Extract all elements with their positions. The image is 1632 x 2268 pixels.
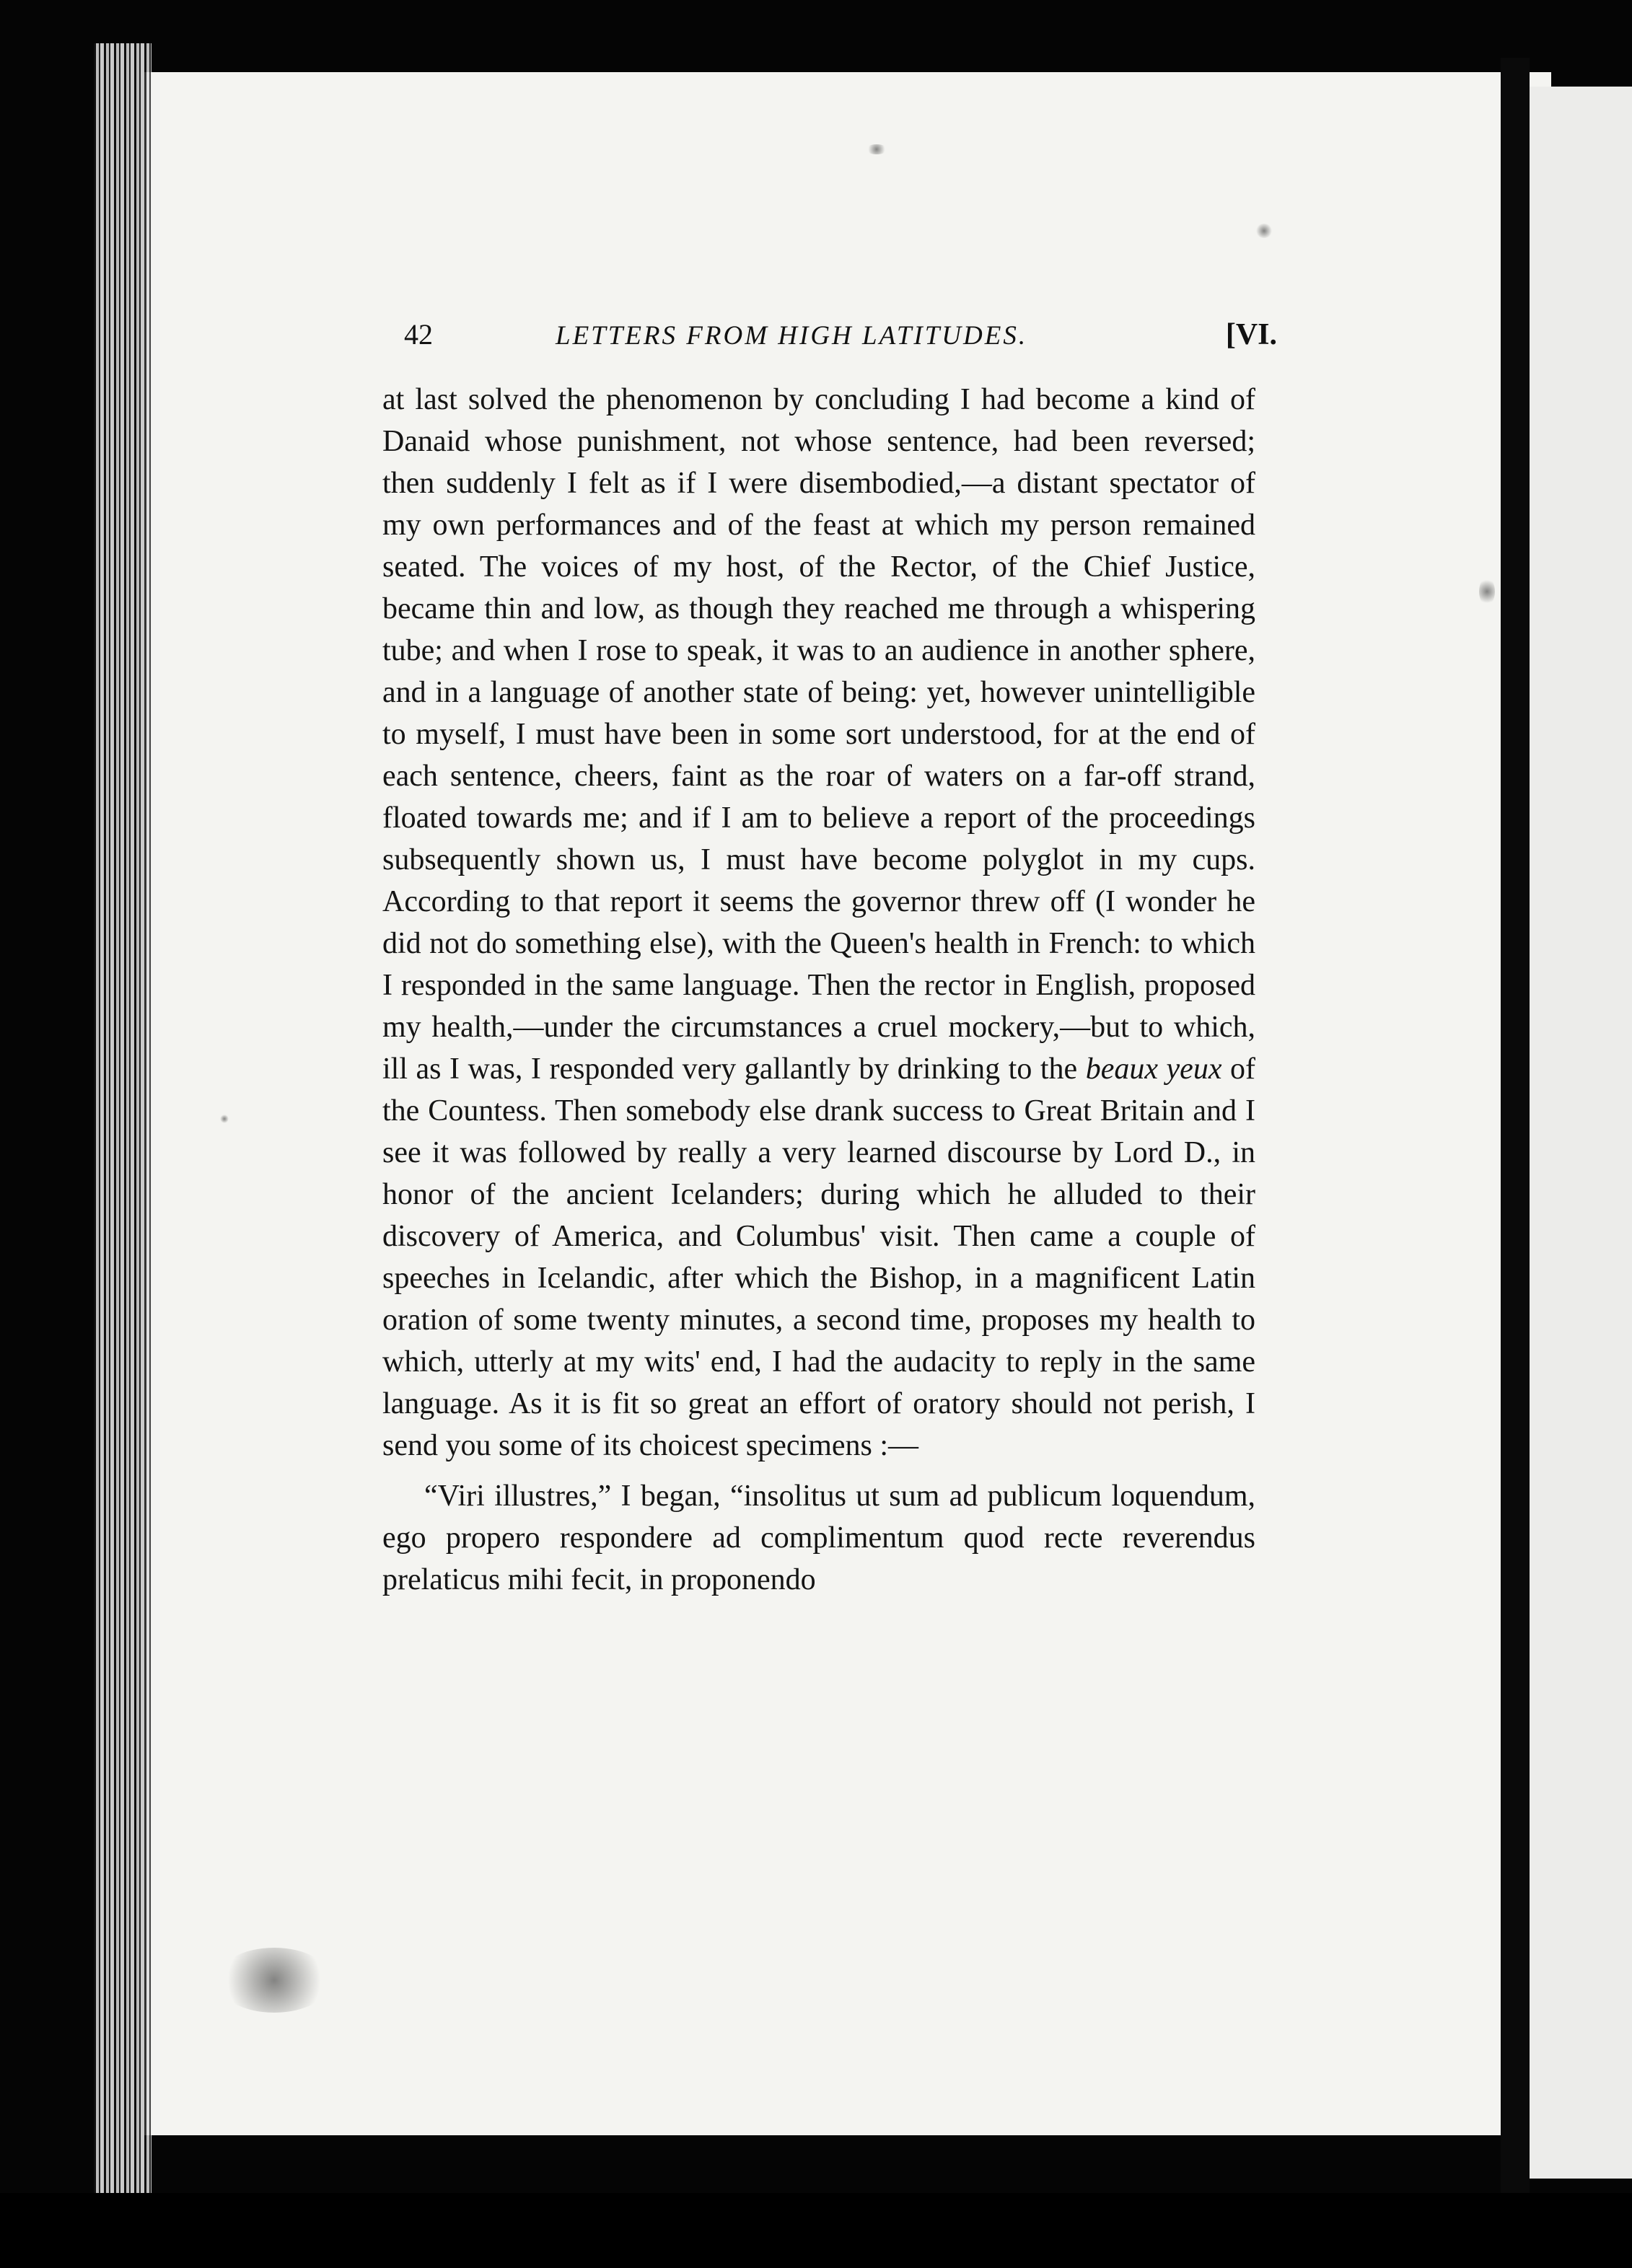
book-binding-gutter (94, 43, 152, 2207)
running-title: LETTERS FROM HIGH LATITUDES. (556, 321, 1028, 351)
ink-smudge (1255, 224, 1273, 238)
italic-phrase: beaux yeux (1085, 1052, 1222, 1086)
adjacent-page-strip (1530, 87, 1632, 2179)
body-text (382, 379, 1255, 1601)
paragraph (382, 379, 1255, 1467)
paragraph-text: “Viri illustres,” I began, “insolitus ut sum ad publicum loquendum, ego propero respondere ad complimentum quod recte reverendus prelaticus mihi fecit, in proponendo (382, 1480, 1255, 1596)
paragraph-text: at last solved the phenomenon by concluding I had become a kind of Danaid whose punishment, not whose sentence, had been reversed; then suddenly I felt as if I were disembodied,—a distant spectator of my own performances and of the feast at which my person remained seated. The voices of my host, of the Rector, of the Chief Justice, became thin and low, as though they reached me through a whispering tube; and when I rose to speak, it was to an audience in another sphere, and in a language of another state of being: yet, however unintelligible to myself, I must have been in some sort understood, for at the end of each sentence, cheers, faint as the roar of waters on a far-off strand, floated towards me; and if I am to believe a report of the proceedings subsequently shown us, I must have become polyglot in my cups. According to that report it seems the governor threw off (I wonder he did not do something else), with the Queen's health in French: to which I responded in the same language. Then the rector in English, proposed my health,—under the circumstances a cruel mockery,—but to which, ill as I was, I responded very gallantly by drinking to the (382, 383, 1255, 1086)
scan-bottom-border (0, 2193, 1632, 2268)
chapter-mark: [VI. (1225, 318, 1277, 351)
ink-smudge (1479, 577, 1495, 606)
paragraph-text: of the Countess. Then somebody else drank success to Great Britain and I see it was followed by really a very learned discourse by Lord D., in honor of the ancient Icelanders; during which he alluded to their discovery of America, and Columbus' visit. Then came a couple of speeches in Icelandic, after which the Bishop, in a magnificent Latin oration of some twenty minutes, a second time, proposes my health to which, utterly at my wits' end, I had the audacity to reply in the same language. As it is fit so great an effort of oratory should not perish, I send you some of its choicest specimens :— (382, 1052, 1256, 1462)
page-number: 42 (404, 318, 433, 351)
page-right-edge-shadow (1501, 58, 1530, 2222)
paragraph (382, 1475, 1255, 1601)
ink-smudge (216, 1948, 332, 2013)
ink-smudge (866, 144, 887, 154)
ink-smudge (220, 1115, 229, 1123)
page-header (404, 317, 1277, 368)
